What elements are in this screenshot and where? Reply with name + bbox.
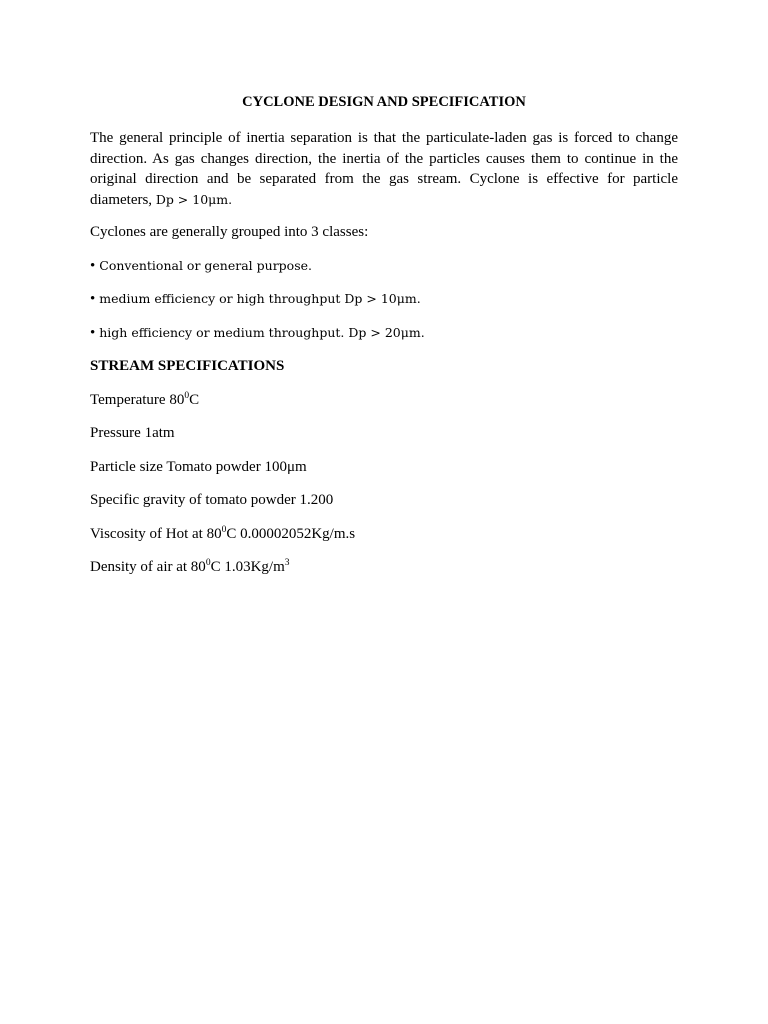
classes-intro: Cyclones are generally grouped into 3 classes: <box>90 224 369 240</box>
degree-superscript: 0 <box>221 524 227 535</box>
cubic-superscript: 3 <box>284 558 290 568</box>
spec-pressure: Pressure 1atm <box>90 425 175 441</box>
intro-paragraph <box>90 128 678 210</box>
degree-superscript: 0 <box>184 390 190 401</box>
spec-temperature-unit: C <box>189 391 200 408</box>
class-item-text: Conventional or general purpose. <box>99 257 312 273</box>
class-item-medium-efficiency <box>90 289 678 310</box>
spec-density-label: Density of air at 80 <box>90 559 206 575</box>
intro-text: The general principle of inertia separation is that the particulate-laden gas is forced to change direction. As gas changes direction, the inertia of the particles causes them to continue in the original direction and be separated from the gas stream. Cyclone is effective for particle diameters, <box>90 130 678 208</box>
spec-density <box>90 557 678 578</box>
document-title: CYCLONE DESIGN AND SPECIFICATION <box>242 94 526 110</box>
bullet-icon: • <box>90 291 96 307</box>
spec-viscosity <box>90 524 678 545</box>
spec-viscosity-label: Viscosity of Hot at 80 <box>90 525 222 542</box>
document-body <box>90 92 678 591</box>
class-item-conventional <box>90 256 678 277</box>
class-item-text: high efficiency or medium throughput. Dp > 20μm. <box>99 324 425 340</box>
bullet-icon: • <box>90 324 96 341</box>
class-item-text: medium efficiency or high throughput Dp > 10μm. <box>99 291 421 306</box>
stream-specifications-heading: STREAM SPECIFICATIONS <box>90 358 285 374</box>
bullet-icon: • <box>90 257 96 274</box>
spec-density-value: C 1.03Kg/m <box>210 559 285 575</box>
spec-specific-gravity: Specific gravity of tomato powder 1.200 <box>90 492 334 508</box>
intro-dp-value: Dp > 10μm. <box>155 191 233 207</box>
spec-viscosity-value: C 0.00002052Kg/m.s <box>226 525 356 542</box>
degree-superscript: 0 <box>205 558 211 568</box>
spec-particle-size: Particle size Tomato powder 100μm <box>90 458 307 475</box>
spec-temperature-label: Temperature 80 <box>90 391 185 408</box>
class-item-high-efficiency <box>90 323 678 344</box>
spec-temperature <box>90 390 678 411</box>
